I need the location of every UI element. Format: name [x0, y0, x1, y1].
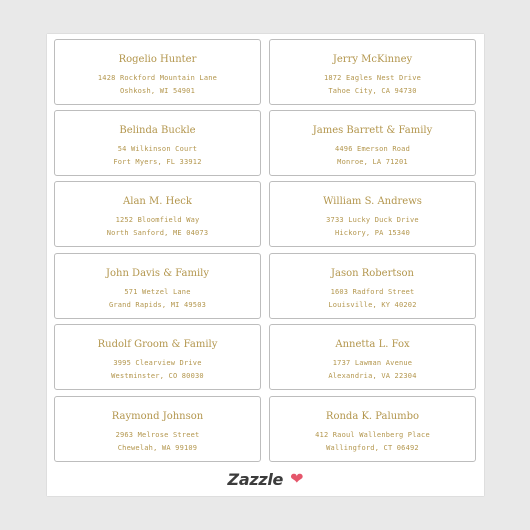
street-address: 4496 Emerson Road — [334, 145, 411, 153]
address-label — [54, 181, 261, 247]
recipient-name: Rogelio Hunter — [118, 54, 197, 65]
brand-logo: Zazzle — [227, 469, 284, 489]
street-address: 1872 Eagles Nest Drive — [323, 74, 422, 82]
address-label — [269, 39, 476, 105]
address-label — [269, 324, 476, 390]
address-label — [54, 396, 261, 462]
street-address: 1603 Radford Street — [330, 288, 415, 296]
city-state-zip: Oshkosh, WI 54901 — [119, 87, 196, 95]
address-label — [269, 181, 476, 247]
street-address: 2963 Melrose Street — [115, 431, 200, 439]
recipient-name: Raymond Johnson — [111, 411, 204, 422]
city-state-zip: Westminster, CO 80030 — [111, 372, 204, 380]
city-state-zip: Tahoe City, CA 94730 — [328, 87, 417, 95]
city-state-zip: North Sanford, ME 04073 — [106, 229, 209, 237]
city-state-zip: Chewelah, WA 99109 — [117, 444, 198, 452]
heart-icon: ❤ — [290, 469, 304, 488]
city-state-zip: Hickory, PA 15340 — [334, 229, 411, 237]
address-label — [269, 396, 476, 462]
recipient-name: Jerry McKinney — [332, 54, 413, 65]
address-label — [54, 39, 261, 105]
street-address: 412 Raoul Wallenberg Place — [315, 431, 430, 439]
address-label — [269, 253, 476, 319]
address-label — [54, 253, 261, 319]
address-label — [54, 110, 261, 176]
street-address: 3995 Clearview Drive — [113, 359, 202, 367]
address-label — [269, 110, 476, 176]
recipient-name: James Barrett & Family — [312, 125, 433, 136]
recipient-name: Annetta L. Fox — [335, 339, 410, 350]
street-address: 54 Wilkinson Court — [117, 145, 198, 153]
recipient-name: Rudolf Groom & Family — [97, 339, 218, 350]
city-state-zip: Monroe, LA 71201 — [337, 158, 408, 166]
recipient-name: Jason Robertson — [330, 268, 414, 279]
city-state-zip: Fort Myers, FL 33912 — [113, 158, 202, 166]
city-state-zip: Alexandria, VA 22304 — [328, 372, 417, 380]
street-address: 3733 Lucky Duck Drive — [326, 216, 419, 224]
street-address: 571 Wetzel Lane — [124, 288, 191, 296]
street-address: 1428 Rockford Mountain Lane — [97, 74, 218, 82]
recipient-name: Alan M. Heck — [123, 196, 192, 207]
recipient-name: John Davis & Family — [105, 268, 210, 279]
recipient-name: Belinda Buckle — [119, 125, 196, 136]
address-label — [54, 324, 261, 390]
footer — [47, 468, 484, 490]
recipient-name: Ronda K. Palumbo — [325, 411, 420, 422]
city-state-zip: Louisville, KY 40202 — [328, 301, 417, 309]
city-state-zip: Wallingford, CT 06492 — [326, 444, 419, 452]
city-state-zip: Grand Rapids, MI 49503 — [108, 301, 207, 309]
recipient-name: William S. Andrews — [323, 196, 422, 207]
street-address: 1737 Lawman Avenue — [332, 359, 413, 367]
street-address: 1252 Bloomfield Way — [115, 216, 200, 224]
label-sheet — [47, 34, 484, 496]
